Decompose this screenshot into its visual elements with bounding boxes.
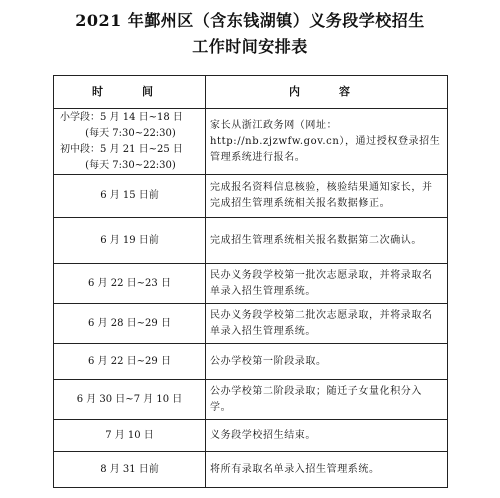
time-cell: 6 月 19 日前 [54,218,206,264]
time-cell: 8 月 31 日前 [54,452,206,488]
time-line: (每天 7:30~22:30) [85,159,176,171]
table-row [54,420,448,452]
time-cell: 6 月 22 日~29 日 [54,344,206,380]
time-line: 初中段：5 月 21 日~25 日 [60,143,183,155]
table-row [54,380,448,420]
time-cell: 6 月 28 日~29 日 [54,304,206,344]
content-cell: 民办义务段学校第一批次志愿录取，并将录取名单录入招生管理系统。 [206,264,448,304]
table-row [54,109,448,175]
table-row [54,175,448,218]
content-cell: 家长从浙江政务网（网址：http://nb.zjzwfw.gov.cn），通过授权登录招生管理系统进行报名。 [206,109,448,175]
table-header-row [54,76,448,109]
table-row [54,344,448,380]
time-cell: 6 月 22 日~23 日 [54,264,206,304]
content-cell: 民办义务段学校第二批次志愿录取，并将录取名单录入招生管理系统。 [206,304,448,344]
table-row [54,452,448,488]
document-title-line-1: 2021 年鄞州区（含东钱湖镇）义务段学校招生 [75,11,425,30]
content-cell: 完成报名资料信息核验，核验结果通知家长，并完成招生管理系统相关报名数据修正。 [206,175,448,218]
schedule-table [53,75,448,488]
content-cell: 义务段学校招生结束。 [206,420,448,452]
header-content: 内 容 [206,76,448,109]
content-cell: 将所有录取名单录入招生管理系统。 [206,452,448,488]
table-row [54,218,448,264]
document-title-line-2: 工作时间安排表 [192,37,308,56]
content-cell: 完成招生管理系统相关报名数据第二次确认。 [206,218,448,264]
time-cell [54,109,206,175]
time-cell: 6 月 15 日前 [54,175,206,218]
table-row [54,304,448,344]
time-cell: 7 月 10 日 [54,420,206,452]
header-time: 时 间 [54,76,206,109]
time-cell: 6 月 30 日~7 月 10 日 [54,380,206,420]
time-line: 小学段：5 月 14 日~18 日 [60,111,183,123]
content-cell: 公办学校第二阶段录取；随迁子女量化积分入学。 [206,380,448,420]
time-line: (每天 7:30~22:30) [85,127,176,139]
table-row [54,264,448,304]
content-cell: 公办学校第一阶段录取。 [206,344,448,380]
